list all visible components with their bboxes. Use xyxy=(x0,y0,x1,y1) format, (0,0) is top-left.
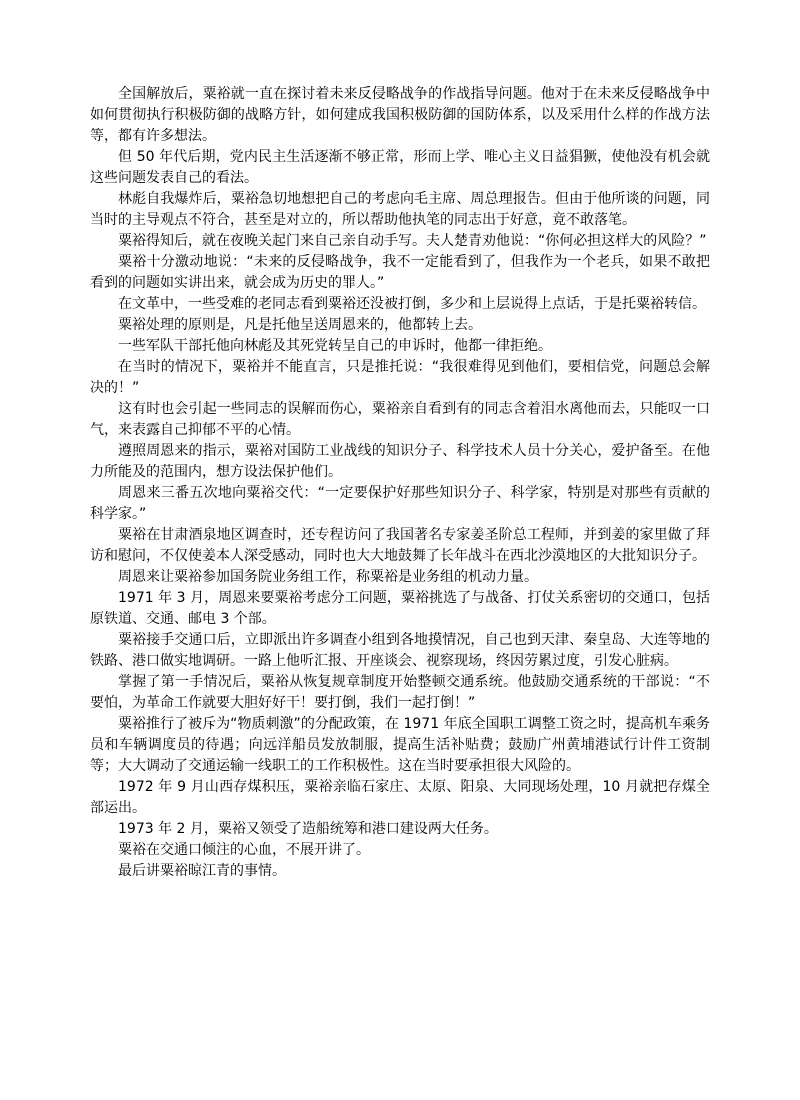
paragraph: 周恩来让粟裕参加国务院业务组工作，称粟裕是业务组的机动力量。 xyxy=(118,569,538,585)
paragraph: 一些军队干部托他向林彪及其死党转呈自己的申诉时，他都一律拒绝。 xyxy=(118,338,552,354)
paragraph: 1971 年 3 月，周恩来要粟裕考虑分工问题，粟裕挑选了与战备、打仗关系密切的交通口，包括原铁道、交通、邮电 3 个部。 xyxy=(90,590,710,627)
paragraph: 粟裕推行了被斥为“物质刺激”的分配政策，在 1971 年底全国职工调整工资之时，提高机车乘务员和车辆调度员的待遇；向远洋船员发放制服，提高生活补贴费；鼓励广州黄埔港试行计件工资制等；大大调动了交通运输一线职工的工作积极性。这在当时要承担很大风险的。 xyxy=(90,716,710,774)
paragraph: 这有时也会引起一些同志的误解而伤心，粟裕亲自看到有的同志含着泪水离他而去，只能叹一口气，来表露自己抑郁不平的心情。 xyxy=(90,401,710,438)
paragraph: 掌握了第一手情况后，粟裕从恢复规章制度开始整顿交通系统。他鼓励交通系统的干部说：“不要怕，为革命工作就要大胆好好干！要打倒，我们一起打倒！” xyxy=(90,674,710,711)
paragraph: 周恩来三番五次地向粟裕交代：“一定要保护好那些知识分子、科学家，特别是对那些有贡献的科学家。” xyxy=(90,485,710,522)
paragraph: 遵照周恩来的指示，粟裕对国防工业战线的知识分子、科学技术人员十分关心，爱护备至。在他力所能及的范围内，想方设法保护他们。 xyxy=(90,443,710,480)
paragraph: 但 50 年代后期，党内民主生活逐渐不够正常，形而上学、唯心主义日益猖獗，使他没有机会就这些问题发表自己的看法。 xyxy=(90,149,710,186)
paragraph: 在文革中，一些受难的老同志看到粟裕还没被打倒，多少和上层说得上点话，于是托粟裕转信。 xyxy=(118,296,706,312)
paragraph: 粟裕接手交通口后，立即派出许多调查小组到各地摸情况，自己也到天津、秦皇岛、大连等地的铁路、港口做实地调研。一路上他听汇报、开座谈会、视察现场，终因劳累过度，引发心脏病。 xyxy=(90,632,710,669)
paragraph: 全国解放后，粟裕就一直在探讨着未来反侵略战争的作战指导问题。他对于在未来反侵略战争中如何贯彻执行积极防御的战略方针，如何建成我国积极防御的国防体系，以及采用什么样的作战方法等，都有许多想法。 xyxy=(90,86,710,144)
paragraph: 在当时的情况下，粟裕并不能直言，只是推托说：“我很难得见到他们，要相信党，问题总会解决的！” xyxy=(90,359,710,396)
paragraph: 最后讲粟裕晾江青的事情。 xyxy=(118,863,286,879)
paragraph: 粟裕处理的原则是，凡是托他呈送周恩来的，他都转上去。 xyxy=(118,317,482,333)
paragraph: 1972 年 9 月山西存煤积压，粟裕亲临石家庄、太原、阳泉、大同现场处理，10 月就把存煤全部运出。 xyxy=(90,779,710,816)
paragraph: 粟裕十分激动地说：“未来的反侵略战争，我不一定能看到了，但我作为一个老兵，如果不敢把看到的问题如实讲出来，就会成为历史的罪人。” xyxy=(90,254,710,291)
paragraph: 林彪自我爆炸后，粟裕急切地想把自己的考虑向毛主席、周总理报告。但由于他所谈的问题，同当时的主导观点不符合，甚至是对立的，所以帮助他执笔的同志出于好意，竟不敢落笔。 xyxy=(90,191,710,228)
paragraph: 1973 年 2 月，粟裕又领受了造船统筹和港口建设两大任务。 xyxy=(118,821,498,837)
paragraph: 粟裕在甘肃酒泉地区调查时，还专程访问了我国著名专家姜圣阶总工程师，并到姜的家里做了拜访和慰问，不仅使姜本人深受感动，同时也大大地鼓舞了长年战斗在西北沙漠地区的大批知识分子。 xyxy=(90,527,710,564)
paragraph: 粟裕在交通口倾注的心血，不展开讲了。 xyxy=(118,842,370,858)
paragraph: 粟裕得知后，就在夜晚关起门来自己亲自动手写。夫人楚青劝他说：“你何必担这样大的风险？” xyxy=(118,233,707,249)
